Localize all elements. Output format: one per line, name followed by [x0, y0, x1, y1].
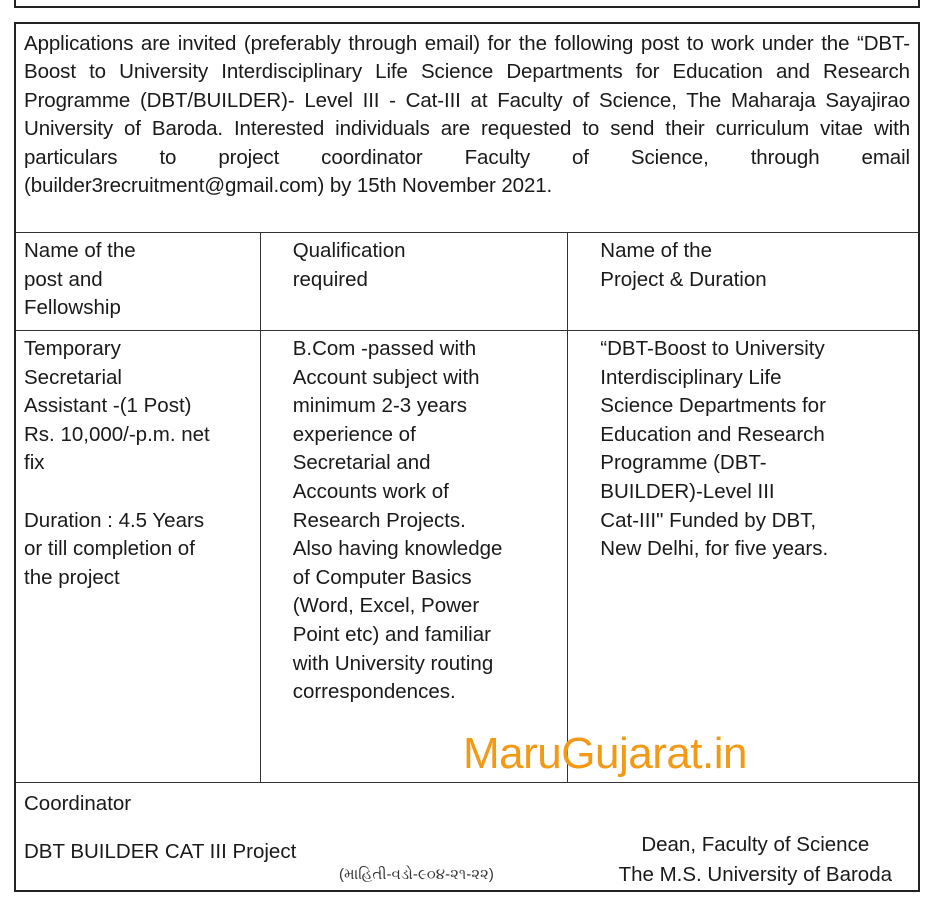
reference-code: (માહિતી-વડો-૯૦૪-૨૧-૨૨) — [339, 866, 494, 883]
header-project: Name of the Project & Duration — [568, 233, 918, 331]
intro-paragraph: Applications are invited (preferably through email) for the following post to work under the “DBT-Boost to University Interdisciplinary Life Science Departments for Education and Research Programme (DBT/BUILDER)- Level III - Cat-III at Faculty of Science, The Maharaja Sayajirao University of Baroda. Interested individuals are requested to send their curriculum vitae with particulars to project coordinator Faculty of Science, through email (builder3recruitment@gmail.com) by 15th November 2021. — [24, 32, 910, 198]
coordinator-project: DBT BUILDER CAT III Project — [24, 840, 297, 863]
notice-footer — [16, 782, 918, 890]
cell-project: “DBT-Boost to University Interdisciplinary Life Science Departments for Education and Research Programme (DBT- BUILDER)-Level III Cat-III" Funded by DBT, New Delhi, for five years. — [568, 331, 918, 783]
coordinator-label: Coordinator — [24, 792, 132, 815]
top-border-strip — [14, 0, 920, 8]
post-details-table — [16, 232, 918, 783]
header-qualification: Qualification required — [260, 233, 568, 331]
dean-signature-block — [619, 830, 892, 890]
cell-post: Temporary Secretarial Assistant -(1 Post) Rs. 10,000/-p.m. net fix Duration : 4.5 Years or till completion of the project — [16, 331, 260, 783]
header-post: Name of the post and Fellowship — [16, 233, 260, 331]
university-name: The M.S. University of Baroda — [618, 863, 892, 886]
cell-qualification: B.Com -passed with Account subject with minimum 2-3 years experience of Secretarial and Accounts work of Research Projects. Also having knowledge of Computer Basics (Word, Excel, Power Point etc) and familiar with University routing correspondences. — [260, 331, 568, 783]
dean-title: Dean, Faculty of Science — [641, 833, 870, 856]
table-row — [16, 331, 918, 783]
watermark-text: MaruGujarat.in — [463, 729, 748, 778]
table-header-row — [16, 233, 918, 331]
